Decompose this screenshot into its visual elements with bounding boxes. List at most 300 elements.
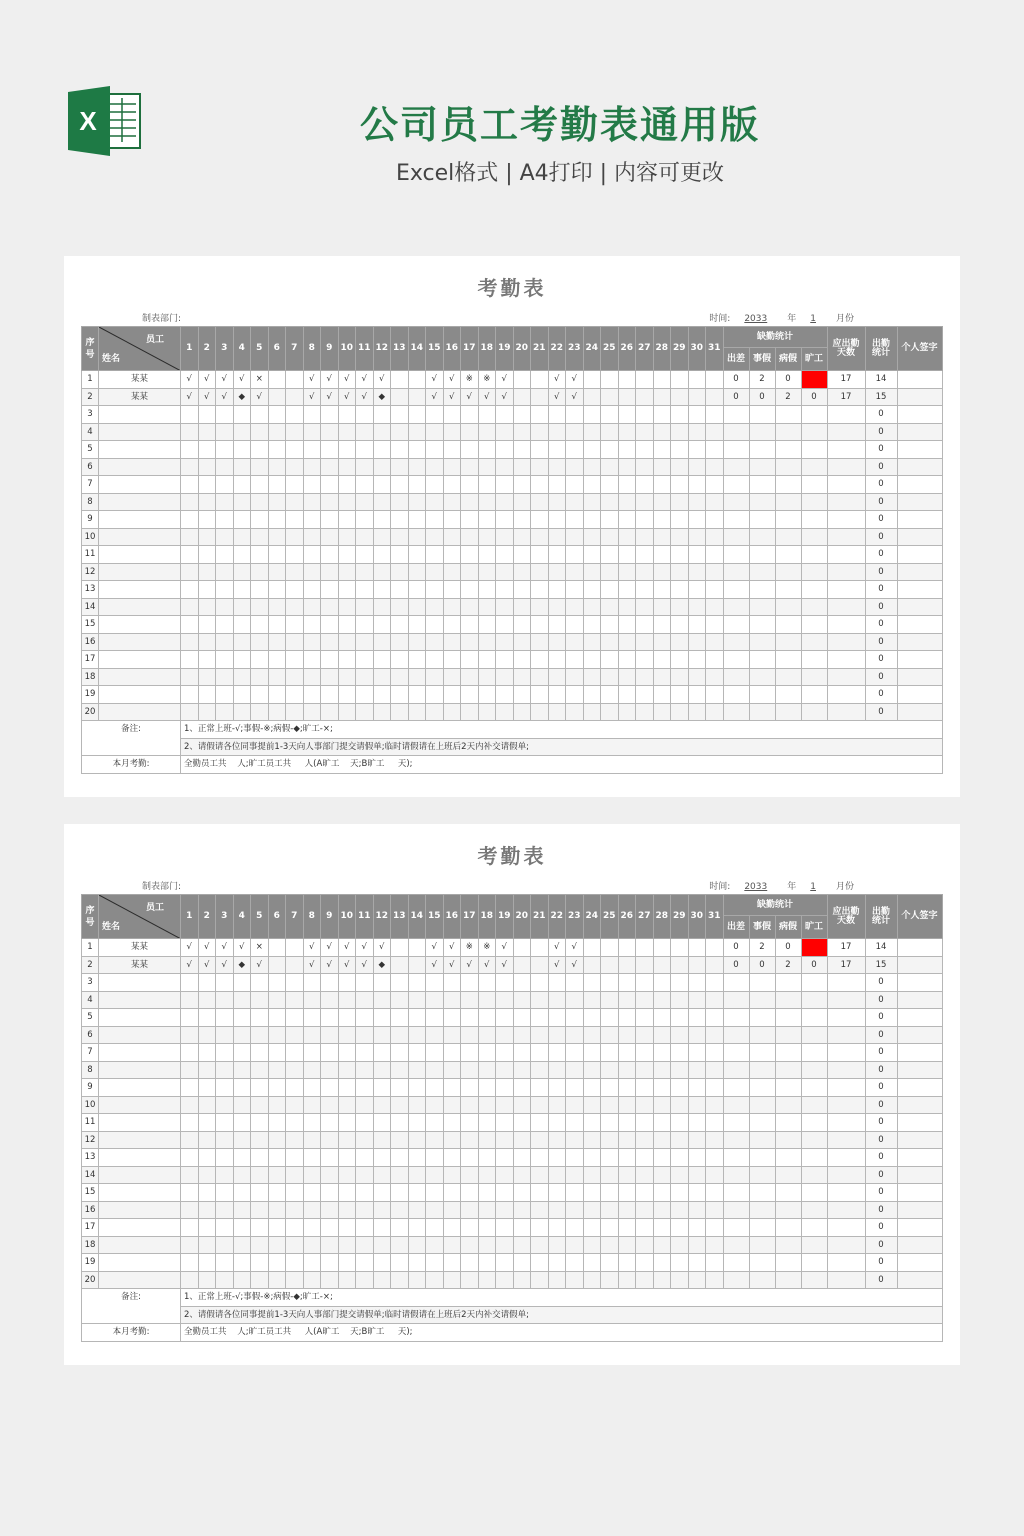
due-days-cell[interactable] <box>827 406 865 424</box>
day-cell[interactable] <box>653 1026 671 1044</box>
signature-cell[interactable] <box>897 1009 942 1027</box>
day-cell[interactable] <box>583 493 601 511</box>
day-cell[interactable] <box>321 493 339 511</box>
day-cell[interactable] <box>303 476 321 494</box>
day-cell[interactable] <box>671 1236 689 1254</box>
day-cell[interactable] <box>338 563 356 581</box>
trip-cell[interactable] <box>723 581 749 599</box>
day-cell[interactable] <box>531 563 549 581</box>
absent-cell[interactable] <box>801 1009 827 1027</box>
day-cell[interactable] <box>303 1131 321 1149</box>
absent-cell[interactable] <box>801 598 827 616</box>
absent-cell[interactable] <box>801 616 827 634</box>
absent-cell[interactable] <box>801 703 827 721</box>
day-cell[interactable] <box>461 703 479 721</box>
day-cell[interactable] <box>478 598 496 616</box>
absent-cell[interactable] <box>801 1201 827 1219</box>
day-cell[interactable] <box>706 423 724 441</box>
day-cell[interactable] <box>356 441 374 459</box>
day-cell[interactable] <box>513 511 531 529</box>
day-cell[interactable] <box>268 458 286 476</box>
day-cell[interactable] <box>373 458 391 476</box>
day-cell[interactable] <box>303 1219 321 1237</box>
trip-cell[interactable] <box>723 1131 749 1149</box>
day-cell[interactable] <box>671 388 689 406</box>
day-cell[interactable] <box>251 1079 269 1097</box>
day-cell[interactable] <box>408 1166 426 1184</box>
day-cell[interactable] <box>233 1219 251 1237</box>
day-cell[interactable] <box>443 651 461 669</box>
day-cell[interactable] <box>408 511 426 529</box>
day-cell[interactable] <box>653 651 671 669</box>
day-cell[interactable]: √ <box>216 371 234 389</box>
day-cell[interactable] <box>321 406 339 424</box>
day-cell[interactable] <box>548 1219 566 1237</box>
day-cell[interactable] <box>356 991 374 1009</box>
day-cell[interactable] <box>391 1254 409 1272</box>
day-cell[interactable] <box>531 1009 549 1027</box>
day-cell[interactable] <box>408 939 426 957</box>
day-cell[interactable] <box>268 1166 286 1184</box>
day-cell[interactable] <box>286 581 304 599</box>
trip-cell[interactable] <box>723 1184 749 1202</box>
day-cell[interactable]: √ <box>338 939 356 957</box>
absent-cell[interactable] <box>801 1149 827 1167</box>
day-cell[interactable] <box>688 974 706 992</box>
day-cell[interactable] <box>181 1219 199 1237</box>
day-cell[interactable] <box>496 1149 514 1167</box>
day-cell[interactable] <box>443 563 461 581</box>
signature-cell[interactable] <box>897 633 942 651</box>
day-cell[interactable] <box>391 1026 409 1044</box>
day-cell[interactable] <box>303 458 321 476</box>
row-name[interactable] <box>99 1114 181 1132</box>
day-cell[interactable]: √ <box>181 388 199 406</box>
day-cell[interactable] <box>216 1219 234 1237</box>
day-cell[interactable] <box>373 563 391 581</box>
day-cell[interactable] <box>268 1219 286 1237</box>
day-cell[interactable] <box>478 1026 496 1044</box>
day-cell[interactable] <box>303 1201 321 1219</box>
day-cell[interactable] <box>566 1271 584 1289</box>
sick-leave-cell[interactable] <box>775 1096 801 1114</box>
day-cell[interactable] <box>671 528 689 546</box>
day-cell[interactable] <box>426 423 444 441</box>
due-days-cell[interactable] <box>827 458 865 476</box>
signature-cell[interactable] <box>897 458 942 476</box>
signature-cell[interactable] <box>897 1254 942 1272</box>
row-name[interactable] <box>99 1219 181 1237</box>
due-days-cell[interactable] <box>827 1114 865 1132</box>
day-cell[interactable] <box>408 616 426 634</box>
day-cell[interactable] <box>181 546 199 564</box>
day-cell[interactable] <box>356 1166 374 1184</box>
day-cell[interactable] <box>601 1254 619 1272</box>
day-cell[interactable] <box>216 476 234 494</box>
absent-cell[interactable] <box>801 441 827 459</box>
day-cell[interactable] <box>338 423 356 441</box>
day-cell[interactable] <box>671 651 689 669</box>
day-cell[interactable] <box>478 668 496 686</box>
day-cell[interactable] <box>583 476 601 494</box>
row-name[interactable] <box>99 616 181 634</box>
day-cell[interactable] <box>268 371 286 389</box>
day-cell[interactable] <box>216 974 234 992</box>
row-name[interactable] <box>99 651 181 669</box>
day-cell[interactable] <box>618 441 636 459</box>
day-cell[interactable] <box>303 668 321 686</box>
day-cell[interactable] <box>181 458 199 476</box>
day-cell[interactable] <box>391 563 409 581</box>
day-cell[interactable] <box>216 441 234 459</box>
day-cell[interactable] <box>216 1149 234 1167</box>
day-cell[interactable] <box>601 441 619 459</box>
absent-cell[interactable] <box>801 1184 827 1202</box>
day-cell[interactable] <box>548 651 566 669</box>
day-cell[interactable]: √ <box>496 939 514 957</box>
day-cell[interactable] <box>706 1149 724 1167</box>
day-cell[interactable] <box>688 458 706 476</box>
day-cell[interactable] <box>636 1114 654 1132</box>
day-cell[interactable] <box>356 974 374 992</box>
day-cell[interactable] <box>653 423 671 441</box>
day-cell[interactable] <box>338 458 356 476</box>
sick-leave-cell[interactable] <box>775 598 801 616</box>
day-cell[interactable] <box>216 423 234 441</box>
day-cell[interactable] <box>181 616 199 634</box>
day-cell[interactable] <box>303 406 321 424</box>
day-cell[interactable] <box>461 686 479 704</box>
day-cell[interactable] <box>391 1044 409 1062</box>
personal-leave-cell[interactable] <box>749 1026 775 1044</box>
day-cell[interactable] <box>268 441 286 459</box>
day-cell[interactable] <box>251 1026 269 1044</box>
sick-leave-cell[interactable] <box>775 563 801 581</box>
day-cell[interactable] <box>198 1009 216 1027</box>
day-cell[interactable] <box>408 1044 426 1062</box>
day-cell[interactable] <box>618 939 636 957</box>
day-cell[interactable] <box>618 371 636 389</box>
day-cell[interactable] <box>443 668 461 686</box>
trip-cell[interactable] <box>723 1219 749 1237</box>
day-cell[interactable] <box>461 1061 479 1079</box>
day-cell[interactable] <box>548 511 566 529</box>
day-cell[interactable] <box>181 1096 199 1114</box>
day-cell[interactable] <box>251 528 269 546</box>
day-cell[interactable] <box>286 974 304 992</box>
day-cell[interactable] <box>391 974 409 992</box>
day-cell[interactable] <box>321 991 339 1009</box>
day-cell[interactable] <box>583 991 601 1009</box>
day-cell[interactable] <box>636 1254 654 1272</box>
day-cell[interactable] <box>426 668 444 686</box>
day-cell[interactable]: ◆ <box>233 388 251 406</box>
day-cell[interactable] <box>198 1219 216 1237</box>
day-cell[interactable] <box>443 1079 461 1097</box>
day-cell[interactable] <box>426 1061 444 1079</box>
day-cell[interactable]: √ <box>426 388 444 406</box>
day-cell[interactable] <box>391 546 409 564</box>
day-cell[interactable] <box>618 1254 636 1272</box>
day-cell[interactable] <box>601 1219 619 1237</box>
personal-leave-cell[interactable]: 2 <box>749 371 775 389</box>
day-cell[interactable] <box>268 1271 286 1289</box>
signature-cell[interactable] <box>897 1184 942 1202</box>
day-cell[interactable] <box>251 1009 269 1027</box>
day-cell[interactable] <box>286 1271 304 1289</box>
day-cell[interactable] <box>181 1114 199 1132</box>
day-cell[interactable] <box>408 1061 426 1079</box>
day-cell[interactable] <box>601 1026 619 1044</box>
day-cell[interactable] <box>181 1149 199 1167</box>
trip-cell[interactable] <box>723 1079 749 1097</box>
day-cell[interactable] <box>303 633 321 651</box>
day-cell[interactable] <box>583 1219 601 1237</box>
day-cell[interactable] <box>373 1114 391 1132</box>
personal-leave-cell[interactable] <box>749 1201 775 1219</box>
day-cell[interactable] <box>216 1009 234 1027</box>
day-cell[interactable] <box>216 493 234 511</box>
personal-leave-cell[interactable] <box>749 1114 775 1132</box>
day-cell[interactable] <box>286 991 304 1009</box>
day-cell[interactable] <box>688 528 706 546</box>
day-cell[interactable] <box>426 633 444 651</box>
day-cell[interactable] <box>531 1184 549 1202</box>
day-cell[interactable] <box>653 1009 671 1027</box>
day-cell[interactable] <box>233 1236 251 1254</box>
day-cell[interactable] <box>636 668 654 686</box>
day-cell[interactable] <box>618 1184 636 1202</box>
day-cell[interactable] <box>198 616 216 634</box>
day-cell[interactable] <box>706 1184 724 1202</box>
day-cell[interactable] <box>566 974 584 992</box>
day-cell[interactable] <box>391 528 409 546</box>
day-cell[interactable] <box>671 1061 689 1079</box>
row-name[interactable] <box>99 974 181 992</box>
day-cell[interactable] <box>636 441 654 459</box>
day-cell[interactable] <box>688 493 706 511</box>
day-cell[interactable] <box>181 1044 199 1062</box>
personal-leave-cell[interactable] <box>749 991 775 1009</box>
absent-cell[interactable] <box>801 1044 827 1062</box>
day-cell[interactable] <box>513 974 531 992</box>
day-cell[interactable] <box>653 563 671 581</box>
day-cell[interactable] <box>408 956 426 974</box>
day-cell[interactable] <box>671 1114 689 1132</box>
day-cell[interactable] <box>426 1079 444 1097</box>
day-cell[interactable]: ◆ <box>373 388 391 406</box>
day-cell[interactable] <box>653 1201 671 1219</box>
day-cell[interactable] <box>198 651 216 669</box>
day-cell[interactable] <box>688 1061 706 1079</box>
day-cell[interactable] <box>671 1184 689 1202</box>
day-cell[interactable] <box>233 1061 251 1079</box>
day-cell[interactable]: √ <box>496 388 514 406</box>
day-cell[interactable] <box>338 1096 356 1114</box>
day-cell[interactable] <box>531 581 549 599</box>
sick-leave-cell[interactable] <box>775 1044 801 1062</box>
day-cell[interactable] <box>216 581 234 599</box>
day-cell[interactable]: √ <box>198 956 216 974</box>
day-cell[interactable] <box>688 1044 706 1062</box>
day-cell[interactable] <box>688 1114 706 1132</box>
day-cell[interactable] <box>303 546 321 564</box>
day-cell[interactable] <box>391 991 409 1009</box>
day-cell[interactable] <box>531 1061 549 1079</box>
day-cell[interactable] <box>373 1079 391 1097</box>
day-cell[interactable] <box>373 651 391 669</box>
day-cell[interactable] <box>321 1114 339 1132</box>
day-cell[interactable] <box>216 686 234 704</box>
day-cell[interactable] <box>268 528 286 546</box>
due-days-cell[interactable] <box>827 1079 865 1097</box>
day-cell[interactable] <box>443 1271 461 1289</box>
due-days-cell[interactable] <box>827 546 865 564</box>
day-cell[interactable] <box>426 991 444 1009</box>
absent-cell[interactable] <box>801 511 827 529</box>
day-cell[interactable] <box>426 1271 444 1289</box>
day-cell[interactable] <box>583 1026 601 1044</box>
day-cell[interactable]: √ <box>181 956 199 974</box>
row-name[interactable] <box>99 1096 181 1114</box>
day-cell[interactable] <box>181 1166 199 1184</box>
day-cell[interactable] <box>706 546 724 564</box>
sick-leave-cell[interactable] <box>775 1131 801 1149</box>
day-cell[interactable] <box>391 458 409 476</box>
day-cell[interactable] <box>268 1026 286 1044</box>
day-cell[interactable] <box>443 991 461 1009</box>
personal-leave-cell[interactable] <box>749 1044 775 1062</box>
day-cell[interactable] <box>513 651 531 669</box>
signature-cell[interactable] <box>897 371 942 389</box>
day-cell[interactable] <box>601 703 619 721</box>
day-cell[interactable] <box>373 1149 391 1167</box>
day-cell[interactable] <box>548 991 566 1009</box>
absent-cell[interactable] <box>801 1236 827 1254</box>
day-cell[interactable] <box>268 1201 286 1219</box>
day-cell[interactable] <box>583 441 601 459</box>
day-cell[interactable] <box>251 493 269 511</box>
trip-cell[interactable] <box>723 1114 749 1132</box>
day-cell[interactable] <box>373 668 391 686</box>
day-cell[interactable] <box>601 1201 619 1219</box>
day-cell[interactable] <box>391 1061 409 1079</box>
day-cell[interactable] <box>461 1166 479 1184</box>
day-cell[interactable] <box>531 423 549 441</box>
day-cell[interactable] <box>233 974 251 992</box>
day-cell[interactable] <box>251 991 269 1009</box>
day-cell[interactable] <box>496 1236 514 1254</box>
day-cell[interactable] <box>636 1061 654 1079</box>
row-name[interactable] <box>99 423 181 441</box>
day-cell[interactable] <box>426 616 444 634</box>
personal-leave-cell[interactable] <box>749 1149 775 1167</box>
day-cell[interactable] <box>706 476 724 494</box>
day-cell[interactable] <box>548 1061 566 1079</box>
trip-cell[interactable] <box>723 598 749 616</box>
day-cell[interactable] <box>566 1061 584 1079</box>
day-cell[interactable] <box>688 651 706 669</box>
day-cell[interactable] <box>338 1254 356 1272</box>
day-cell[interactable] <box>338 616 356 634</box>
day-cell[interactable] <box>338 598 356 616</box>
day-cell[interactable] <box>373 581 391 599</box>
day-cell[interactable] <box>233 1184 251 1202</box>
day-cell[interactable] <box>303 493 321 511</box>
day-cell[interactable] <box>321 1096 339 1114</box>
day-cell[interactable] <box>706 493 724 511</box>
day-cell[interactable]: √ <box>181 371 199 389</box>
due-days-cell[interactable] <box>827 1096 865 1114</box>
day-cell[interactable] <box>601 1061 619 1079</box>
day-cell[interactable] <box>583 974 601 992</box>
day-cell[interactable] <box>513 668 531 686</box>
day-cell[interactable] <box>303 511 321 529</box>
day-cell[interactable] <box>566 1114 584 1132</box>
day-cell[interactable] <box>338 1061 356 1079</box>
day-cell[interactable] <box>706 939 724 957</box>
day-cell[interactable] <box>566 703 584 721</box>
day-cell[interactable] <box>653 1271 671 1289</box>
personal-leave-cell[interactable] <box>749 528 775 546</box>
day-cell[interactable] <box>233 546 251 564</box>
day-cell[interactable] <box>251 1201 269 1219</box>
day-cell[interactable] <box>513 1026 531 1044</box>
day-cell[interactable] <box>338 1114 356 1132</box>
day-cell[interactable] <box>583 1096 601 1114</box>
day-cell[interactable] <box>408 1131 426 1149</box>
day-cell[interactable] <box>443 686 461 704</box>
day-cell[interactable] <box>548 1149 566 1167</box>
day-cell[interactable] <box>461 458 479 476</box>
day-cell[interactable] <box>338 1236 356 1254</box>
day-cell[interactable] <box>303 1149 321 1167</box>
day-cell[interactable] <box>391 633 409 651</box>
day-cell[interactable] <box>198 493 216 511</box>
day-cell[interactable] <box>653 1254 671 1272</box>
day-cell[interactable] <box>671 1166 689 1184</box>
personal-leave-cell[interactable] <box>749 581 775 599</box>
day-cell[interactable] <box>373 1271 391 1289</box>
day-cell[interactable] <box>601 581 619 599</box>
day-cell[interactable] <box>531 1079 549 1097</box>
personal-leave-cell[interactable] <box>749 493 775 511</box>
day-cell[interactable] <box>531 1236 549 1254</box>
day-cell[interactable] <box>373 1131 391 1149</box>
day-cell[interactable] <box>338 1131 356 1149</box>
day-cell[interactable] <box>513 1114 531 1132</box>
sick-leave-cell[interactable] <box>775 1271 801 1289</box>
day-cell[interactable] <box>496 1219 514 1237</box>
signature-cell[interactable] <box>897 1131 942 1149</box>
day-cell[interactable]: √ <box>216 939 234 957</box>
day-cell[interactable] <box>198 1044 216 1062</box>
day-cell[interactable]: √ <box>321 939 339 957</box>
day-cell[interactable] <box>478 1219 496 1237</box>
day-cell[interactable] <box>251 598 269 616</box>
day-cell[interactable]: √ <box>443 388 461 406</box>
trip-cell[interactable] <box>723 1149 749 1167</box>
day-cell[interactable] <box>373 686 391 704</box>
day-cell[interactable] <box>671 703 689 721</box>
day-cell[interactable] <box>496 476 514 494</box>
day-cell[interactable] <box>496 1201 514 1219</box>
day-cell[interactable] <box>268 598 286 616</box>
day-cell[interactable] <box>338 1044 356 1062</box>
day-cell[interactable] <box>478 423 496 441</box>
signature-cell[interactable] <box>897 956 942 974</box>
day-cell[interactable] <box>233 1149 251 1167</box>
